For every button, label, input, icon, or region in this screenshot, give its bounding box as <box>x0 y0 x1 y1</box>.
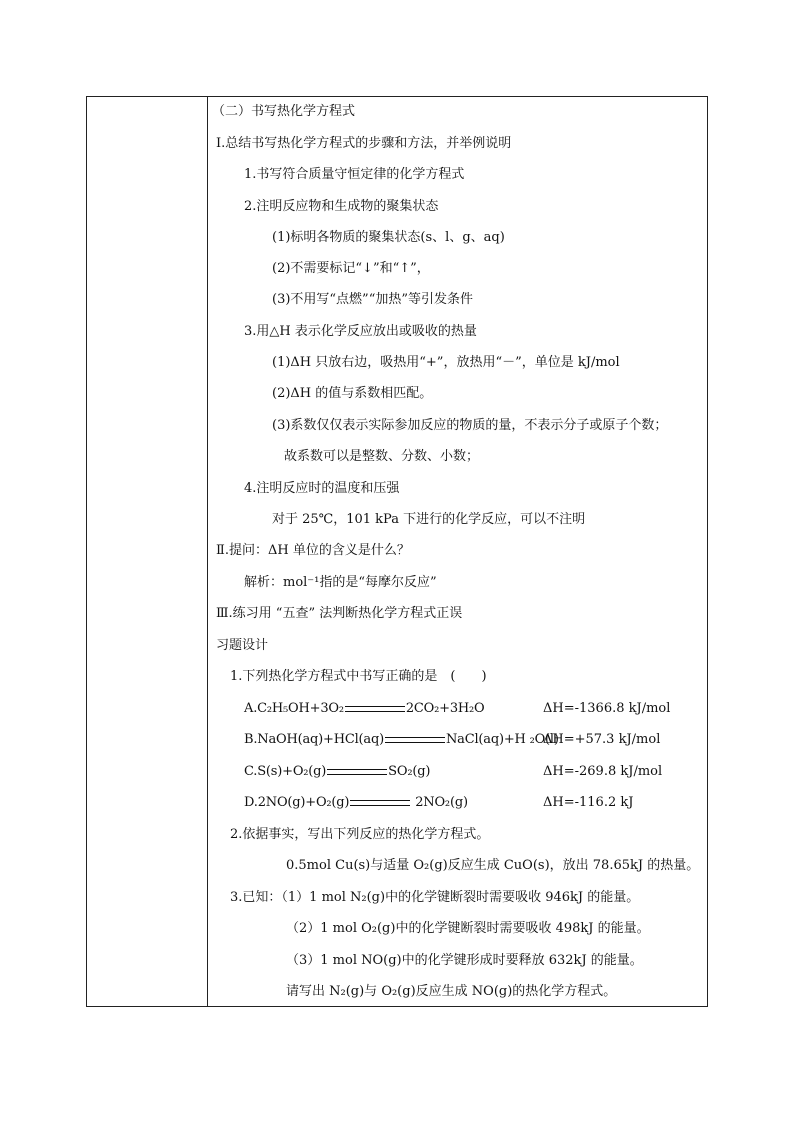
option-d-rhs: 2NO₂(g) <box>411 795 468 810</box>
option-d-dh: ΔH=-116.2 kJ <box>543 795 634 810</box>
equation-sign <box>345 706 405 712</box>
option-a-rhs: 2CO₂+3H₂O <box>405 701 485 716</box>
column-divider <box>207 97 208 1006</box>
equation-sign <box>385 737 445 743</box>
step-2-item-2: (2)不需要标记“↓”和“↑”， <box>272 261 430 276</box>
option-a-lhs: A.C₂H₅OH+3O₂ <box>244 701 344 716</box>
q3-item-3: （3）1 mol NO(g)中的化学键形成时要释放 632kJ 的能量。 <box>286 953 643 968</box>
step-3-item-1: (1)ΔH 只放右边，吸热用“+”，放热用“－”，单位是 kJ/mol <box>272 355 620 370</box>
equation-sign <box>350 800 410 806</box>
q2-fact: 0.5mol Cu(s)与适量 O₂(g)反应生成 CuO(s)，放出 78.65kJ 的热量。 <box>286 858 700 873</box>
step-3-item-3-cont: 故系数可以是整数、分数、小数； <box>284 449 480 464</box>
q3-ask: 请写出 N₂(g)与 O₂(g)反应生成 NO(g)的热化学方程式。 <box>286 984 617 999</box>
exercise-title: 习题设计 <box>216 638 269 653</box>
q3-item-2: （2）1 mol O₂(g)中的化学键断裂时需要吸收 498kJ 的能量。 <box>286 921 650 936</box>
option-a-dh: ΔH=-1366.8 kJ/mol <box>543 701 671 716</box>
q1-stem: 1.下列热化学方程式中书写正确的是 ( ) <box>230 669 487 684</box>
option-b-dh: ΔH=+57.3 kJ/mol <box>543 732 661 747</box>
q1-option-d <box>244 795 468 811</box>
q1-option-c <box>244 764 430 780</box>
option-c-lhs: C.S(s)+O₂(g) <box>244 764 327 779</box>
option-c-dh: ΔH=-269.8 kJ/mol <box>543 764 663 779</box>
option-d-lhs: D.2NO(g)+O₂(g) <box>244 795 350 810</box>
q2-stem: 2.依据事实，写出下列反应的热化学方程式。 <box>230 827 490 842</box>
step-2-item-3: (3)不用写“点燃”“加热”等引发条件 <box>272 292 473 307</box>
q1-option-a <box>244 701 485 717</box>
part2-answer: 解析：mol⁻¹指的是“每摩尔反应” <box>244 575 437 590</box>
q3-stem: 3.已知：（1）1 mol N₂(g)中的化学键断裂时需要吸收 946kJ 的能量。 <box>230 890 640 905</box>
step-2-item-1: (1)标明各物质的聚集状态(s、l、g、aq) <box>272 230 505 245</box>
part2-heading: Ⅱ.提问：ΔH 单位的含义是什么？ <box>216 543 410 558</box>
step-4: 4.注明反应时的温度和压强 <box>244 481 400 496</box>
step-3-item-3: (3)系数仅仅表示实际参加反应的物质的量，不表示分子或原子个数； <box>272 418 668 433</box>
step-4-note: 对于 25℃，101 kPa 下进行的化学反应，可以不注明 <box>272 512 586 527</box>
section-title: （二）书写热化学方程式 <box>212 104 356 119</box>
part3-heading: Ⅲ.练习用 “五查” 法判断热化学方程式正误 <box>216 606 463 621</box>
q1-option-b <box>244 732 559 748</box>
part1-heading: Ⅰ.总结书写热化学方程式的步骤和方法，并举例说明 <box>216 136 512 151</box>
step-3-item-2: (2)ΔH 的值与系数相匹配。 <box>272 386 433 401</box>
option-c-rhs: SO₂(g) <box>388 764 431 779</box>
step-3: 3.用△H 表示化学反应放出或吸收的热量 <box>244 324 477 339</box>
option-b-lhs: B.NaOH(aq)+HCl(aq) <box>244 732 384 747</box>
equation-sign <box>327 769 387 775</box>
option-b-rhs: NaCl(aq)+H ₂O(l) <box>445 732 559 747</box>
step-2: 2.注明反应物和生成物的聚集状态 <box>244 199 439 214</box>
step-1: 1.书写符合质量守恒定律的化学方程式 <box>244 167 465 182</box>
